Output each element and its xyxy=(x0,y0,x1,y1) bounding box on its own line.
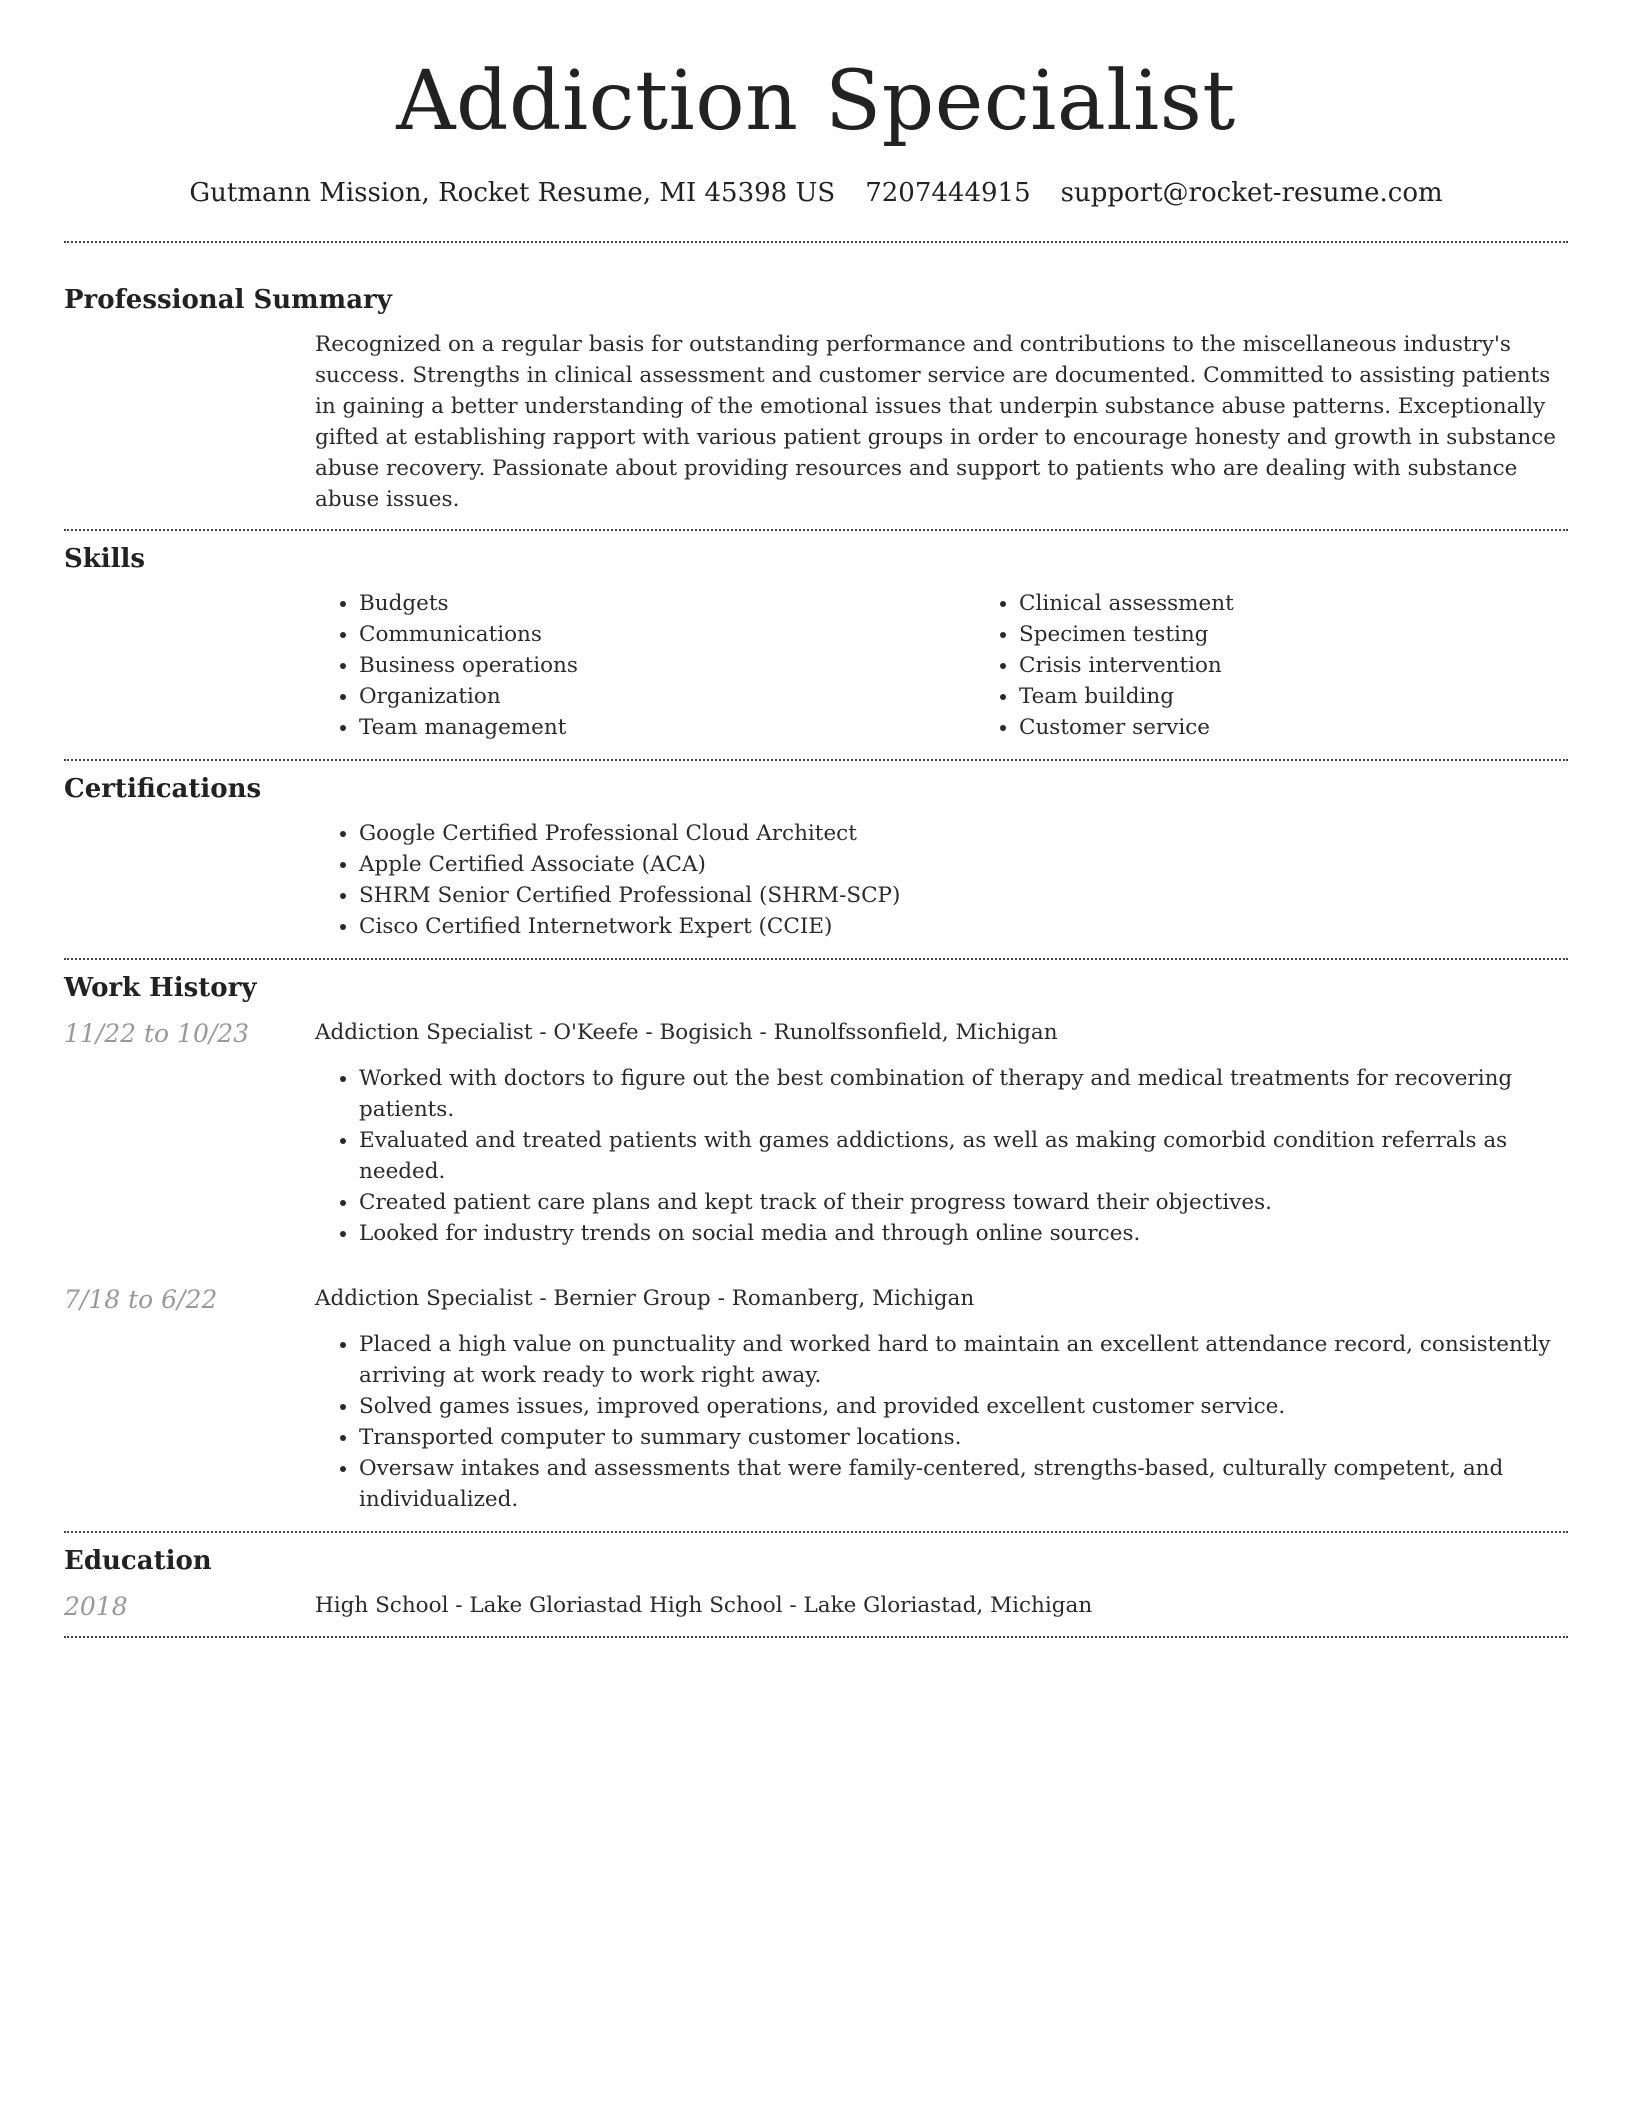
job-left-gutter xyxy=(64,1063,315,1249)
skill-item: • Team management xyxy=(359,712,975,743)
job-heading: Addiction Specialist - Bernier Group - Romanberg, Michigan xyxy=(315,1286,975,1311)
summary-section xyxy=(64,283,1568,515)
work-history-section xyxy=(64,971,1568,1531)
job-heading: Addiction Specialist - O'Keefe - Bogisich - Runolfssonfield, Michigan xyxy=(315,1020,1058,1045)
job-bullets-row xyxy=(64,1329,1568,1515)
job-header-row xyxy=(64,1017,1568,1051)
section-divider xyxy=(64,958,1568,960)
skills-columns xyxy=(315,588,1568,743)
job-bullets-row xyxy=(64,1063,1568,1249)
job-bullet-list xyxy=(315,1063,1568,1249)
job-bullet: • Placed a high value on punctuality and worked hard to maintain an excellent attendance record, consistently arriving at work ready to work right away. xyxy=(359,1329,1568,1391)
certifications-left-gutter xyxy=(64,818,315,942)
job-entry xyxy=(64,1017,1568,1249)
certifications-section xyxy=(64,772,1568,942)
certification-item: • SHRM Senior Certified Professional (SHRM-SCP) xyxy=(359,880,1568,911)
job-bullet: • Created patient care plans and kept track of their progress toward their objectives. xyxy=(359,1187,1568,1218)
work-history-spacer xyxy=(64,1515,1568,1531)
skills-list-left xyxy=(315,588,975,743)
skill-item: • Team building xyxy=(1019,681,1568,712)
summary-left-gutter xyxy=(64,329,315,515)
contact-line xyxy=(64,176,1568,210)
job-bullet-list xyxy=(315,1329,1568,1515)
summary-title: Professional Summary xyxy=(64,285,392,315)
skills-title: Skills xyxy=(64,544,146,574)
job-header-row xyxy=(64,1283,1568,1317)
job-bullet: • Solved games issues, improved operations, and provided excellent customer service. xyxy=(359,1391,1568,1422)
skills-section xyxy=(64,542,1568,743)
certifications-row xyxy=(64,818,1568,942)
education-year: 2018 xyxy=(64,1592,128,1621)
job-bullet: • Oversaw intakes and assessments that were family-centered, strengths-based, culturally competent, and individualized. xyxy=(359,1453,1568,1515)
summary-text: Recognized on a regular basis for outstanding performance and contributions to the miscellaneous industry's success. Strengths in clinical assessment and customer service are documented. Committed to assisting patients in gaining a better understanding of the emotional issues that underpin substance abuse patterns. Exceptionally gifted at establishing rapport with various patient groups in order to encourage honesty and growth in substance abuse recovery. Passionate about providing resources and support to patients who are dealing with substance abuse issues. xyxy=(315,332,1556,512)
contact-email: support@rocket-resume.com xyxy=(1060,178,1443,208)
skill-item: • Business operations xyxy=(359,650,975,681)
certification-item: • Apple Certified Associate (ACA) xyxy=(359,849,1568,880)
job-bullets xyxy=(315,1329,1568,1515)
skills-left-gutter xyxy=(64,588,315,743)
job-left-gutter xyxy=(64,1329,315,1515)
contact-address: Gutmann Mission, Rocket Resume, MI 45398 US xyxy=(189,178,836,208)
education-section xyxy=(64,1544,1568,1624)
job-bullet: • Evaluated and treated patients with games addictions, as well as making comorbid condition referrals as needed. xyxy=(359,1125,1568,1187)
education-title: Education xyxy=(64,1546,212,1576)
job-bullet: • Looked for industry trends on social media and through online sources. xyxy=(359,1218,1568,1249)
skill-item: • Budgets xyxy=(359,588,975,619)
section-divider xyxy=(64,759,1568,761)
education-row xyxy=(64,1590,1568,1624)
contact-phone: 7207444915 xyxy=(865,178,1031,208)
education-heading: High School - Lake Gloriastad High School - Lake Gloriastad, Michigan xyxy=(315,1593,1093,1618)
section-divider xyxy=(64,1531,1568,1533)
resume-name: Addiction Specialist xyxy=(396,54,1236,149)
work-history-title: Work History xyxy=(64,973,257,1003)
job-bullet: • Worked with doctors to figure out the best combination of therapy and medical treatments for recovering patients. xyxy=(359,1063,1568,1125)
summary-row xyxy=(64,329,1568,515)
skill-item: • Customer service xyxy=(1019,712,1568,743)
skill-item: • Specimen testing xyxy=(1019,619,1568,650)
skill-item: • Clinical assessment xyxy=(1019,588,1568,619)
certifications-list xyxy=(315,818,1568,942)
job-dates: 11/22 to 10/23 xyxy=(64,1019,250,1048)
job-dates: 7/18 to 6/22 xyxy=(64,1285,218,1314)
skill-item: • Crisis intervention xyxy=(1019,650,1568,681)
skills-row xyxy=(64,588,1568,743)
section-divider xyxy=(64,529,1568,531)
skill-item: • Communications xyxy=(359,619,975,650)
skills-list-right xyxy=(975,588,1568,743)
job-bullets xyxy=(315,1063,1568,1249)
skill-item: • Organization xyxy=(359,681,975,712)
certification-item: • Cisco Certified Internetwork Expert (CCIE) xyxy=(359,911,1568,942)
section-divider xyxy=(64,1636,1568,1638)
certifications-body xyxy=(315,818,1568,942)
certifications-title: Certifications xyxy=(64,774,262,804)
job-entry xyxy=(64,1283,1568,1515)
resume-header xyxy=(64,0,1568,210)
job-bullet: • Transported computer to summary customer locations. xyxy=(359,1422,1568,1453)
section-divider xyxy=(64,241,1568,243)
certification-item: • Google Certified Professional Cloud Architect xyxy=(359,818,1568,849)
